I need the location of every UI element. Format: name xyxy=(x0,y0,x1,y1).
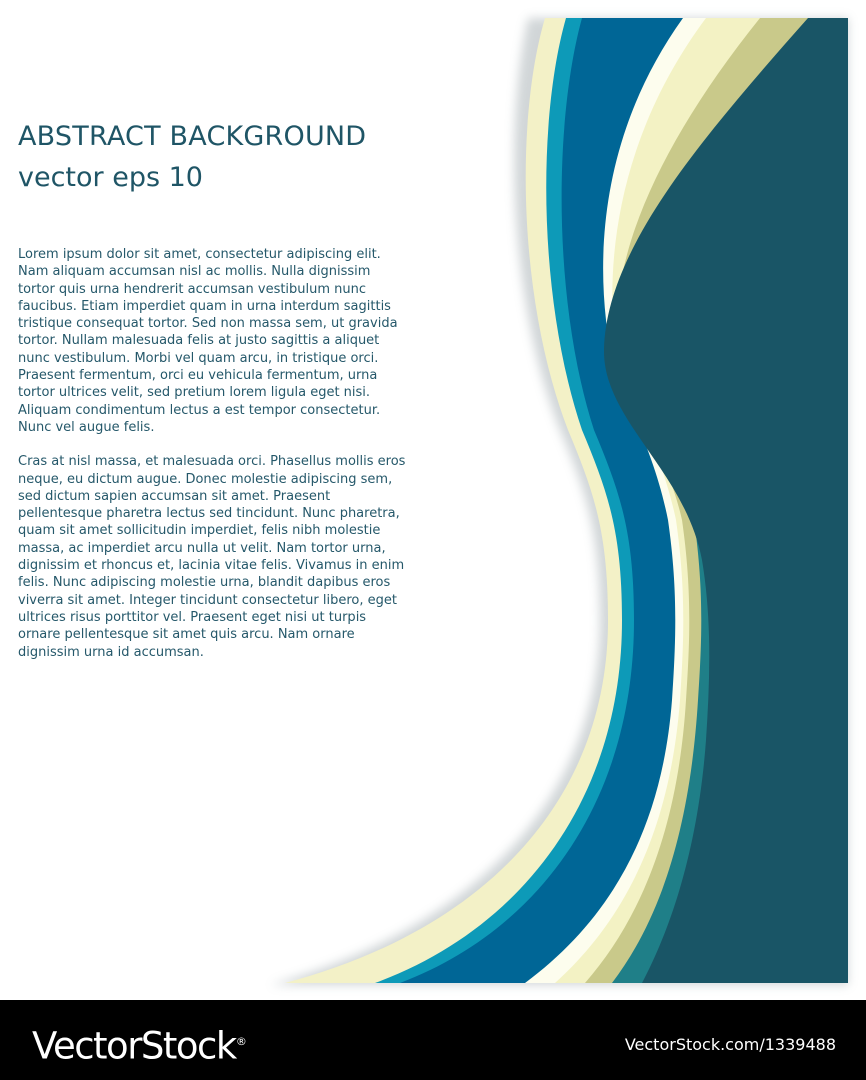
page-subtitle: vector eps 10 xyxy=(18,162,203,193)
registered-mark: ® xyxy=(235,1035,247,1048)
body-paragraph-2: Cras at nisl massa, et malesuada orci. Phasellus mollis eros neque, eu dictum augue. Donec molestie adipiscing sem, sed dictum sapien accumsan sit amet. Praesent pellentesque pharetra lectus sed tincidunt. Nunc pharetra, quam sit amet sollicitudin imperdiet, felis nibh molestie massa, ac imperdiet arcu nulla ut velit. Nam tortor urna, dignissim et rhoncus et, lacinia vitae felis. Vivamus in enim felis. Nunc adipiscing molestie urna, blandit dapibus eros viverra sit amet. Integer tincidunt consectetur libero, eget ultrices risus porttitor vel. Praesent eget nisi ut turpis ornare pellentesque sit amet quis arcu. Nam ornare dignissim urna id accumsan. xyxy=(18,454,406,660)
image-reference-id: VectorStock.com/1339488 xyxy=(624,1035,836,1054)
content-text-block xyxy=(18,118,418,661)
watermark-footer-bar xyxy=(0,1000,866,1080)
vectorstock-logo-text: VectorStock xyxy=(32,1024,236,1068)
vectorstock-logo xyxy=(32,1020,247,1068)
page-title: ABSTRACT BACKGROUND xyxy=(18,121,367,152)
body-paragraph-1: Lorem ipsum dolor sit amet, consectetur adipiscing elit. Nam aliquam accumsan nisl ac mollis. Nulla dignissim tortor quis urna hendrerit accumsan vestibulum nunc faucibus. Etiam imperdiet quam in urna interdum sagittis tristique consequat tortor. Sed non massa sem, ut gravida tortor. Nullam malesuada felis at justo sagittis a aliquet nunc vestibulum. Morbi vel quam arcu, in tristique orci. Praesent fermentum, orci eu vehicula fermentum, urna tortor ultrices velit, sed pretium lorem ligula eget nisi. Aliquam condimentum lectus a est tempor consectetur. Nunc vel augue felis. xyxy=(18,247,398,435)
